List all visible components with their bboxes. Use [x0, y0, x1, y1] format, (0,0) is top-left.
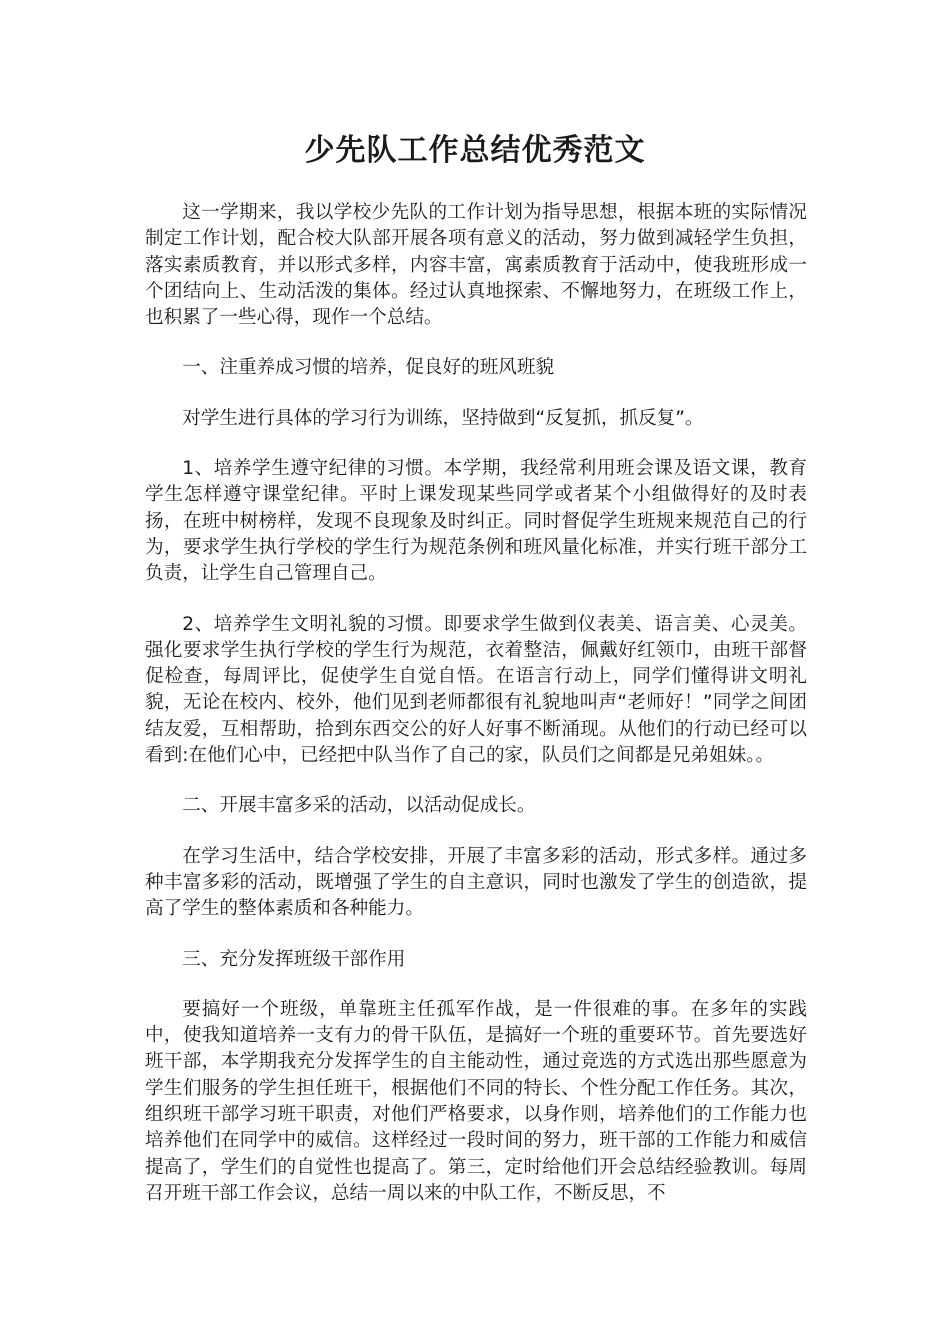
paragraph-training: 对学生进行具体的学习行为训练，坚持做到“反复抓，抓反复”。	[182, 407, 704, 429]
document-body	[145, 200, 807, 1231]
section-heading-2: 二、开展丰富多采的活动，以活动促成长。	[182, 795, 536, 817]
paragraph-activities: 在学习生活中，结合学校安排，开展了丰富多彩的活动，形式多样。通过多种丰富多彩的活动，既增强了学生的自主意识，同时也激发了学生的创造欲，提高了学生的整体素质和各种能力。	[145, 845, 807, 920]
paragraph-courtesy: 2、培养学生文明礼貌的习惯。即要求学生做到仪表美、语言美、心灵美。强化要求学生执行学校的学生行为规范，衣着整洁，佩戴好红领巾，由班干部督促检查，每周评比，促使学生自觉自悟。在语言行动上，同学们懂得讲文明礼貌，无论在校内、校外，他们见到老师都很有礼貌地叫声“老师好！”同学之间团结友爱，互相帮助，拾到东西交公的好人好事不断涌现。从他们的行动已经可以看到:在他们心中，已经把中队当作了自己的家，队员们之间都是兄弟姐妹。。	[145, 613, 807, 767]
paragraph-class-cadres: 要搞好一个班级，单靠班主任孤军作战，是一件很难的事。在多年的实践中，使我知道培养一支有力的骨干队伍，是搞好一个班的重要环节。首先要选好班干部，本学期我充分发挥学生的自主能动性，通过竞选的方式选出那些愿意为学生们服务的学生担任班干，根据他们不同的特长、个性分配工作任务。其次，组织班干部学习班干职责，对他们严格要求，以身作则，培养他们的工作能力也培养他们在同学中的威信。这样经过一段时间的努力，班干部的工作能力和威信提高了，学生们的自觉性也提高了。第三，定时给他们开会总结经验教训。每周召开班干部工作会议，总结一周以来的中队工作，不断反思，不	[145, 998, 807, 1204]
paragraph-intro: 这一学期来，我以学校少先队的工作计划为指导思想，根据本班的实际情况制定工作计划，配合校大队部开展各项有意义的活动，努力做到减轻学生负担，落实素质教育，并以形式多样，内容丰富，寓素质教育于活动中，使我班形成一个团结向上、生动活泼的集体。经过认真地探索、不懈地努力，在班级工作上，也积累了一些心得，现作一个总结。	[145, 202, 807, 329]
document-title: 少先队工作总结优秀范文	[304, 133, 646, 168]
section-heading-3: 三、充分发挥班级干部作用	[182, 948, 406, 970]
paragraph-discipline: 1、培养学生遵守纪律的习惯。本学期，我经常利用班会课及语文课，教育学生怎样遵守课堂纪律。平时上课发现某些同学或者某个小组做得好的及时表扬，在班中树榜样，发现不良现象及时纠正。同时督促学生班规来规范自己的行为，要求学生执行学校的学生行为规范条例和班风量化标准，并实行班干部分工负责，让学生自己管理自己。	[145, 458, 807, 585]
section-heading-1: 一、注重养成习惯的培养，促良好的班风班貌	[182, 357, 555, 379]
